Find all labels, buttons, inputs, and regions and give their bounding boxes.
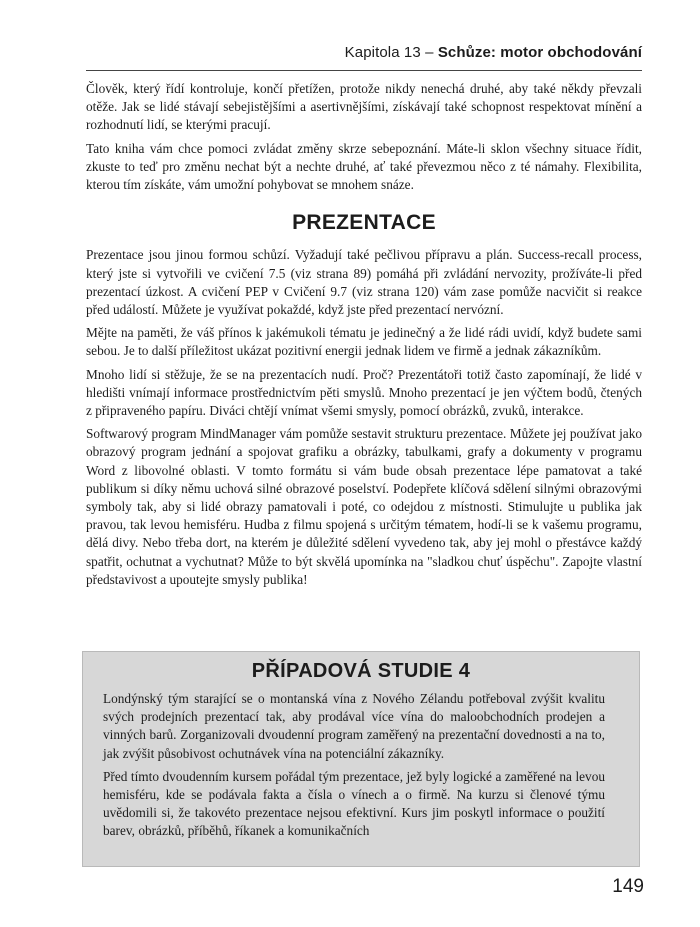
intro-paragraph: Člověk, který řídí kontroluje, končí přetížen, protože nikdy nenechá druhé, aby také někdy převzali otěže. Jak se lidé stávají sebejistějšími a asertivnějšími, získávají také schopnost respektovat mínění a rozhodnutí lidí, se kterými pracují. (86, 81, 642, 133)
section-paragraph: Softwarový program MindManager vám pomůže sestavit strukturu prezentace. Můžete jej používat jako obrazový program jednání a spojovat grafiku a obrázky, tabulkami, grafy a dokumenty v programu Word z libovolné oblasti. V tomto formátu si vám bude obsah prezentace lépe pamatovat a také publikum si díky němu uchová silné obrazové poselství. Podepřete klíčová sdělení silnými obrazovými symboly tak, aby si lidé obrazy pamatovali i poté, co odejdou z místnosti. Stimulujte u publika jak pravou, tak levou hemisféru. Hudba z filmu spojená s určitým tématem, hodí-li se k vašemu programu, dělá divy. Nebo třeba dort, na kterém je důležité sdělení vyvedeno tak, aby jej mohl o přestávce každý spatřit, ochutnat a vychutnat? Může to být skvělá upomínka na "sladkou chuť úspěchu". Zapojte vlastní představivost a upoutejte smysly publika! (86, 426, 642, 587)
header-rule (86, 70, 642, 71)
case-study-title: PŘÍPADOVÁ STUDIE 4 (251, 660, 471, 682)
case-study-paragraph: Před tímto dvoudenním kursem pořádal tým prezentace, jež byly logické a zaměřené na levou hemisféru, kde se podávala fakta a čísla o vínech a o firmě. Na kurzu si členové týmu uvědomili si, že takovéto prezentace nejsou efektivní. Kurs jim poskytl informace o použití barev, obrázků, příběhů, říkanek a komunikačních (103, 768, 605, 839)
running-header (345, 44, 642, 61)
intro-paragraph: Tato kniha vám chce pomoci zvládat změny skrze sebepoznání. Máte-li sklon všechny situace řídit, zkuste to teď pro změnu nechat být a nechte druhé, ať také převezmou něco z té námahy. Flexibilita, kterou tím získáte, vám umožní pohybovat se mnohem snáze. (86, 140, 642, 193)
case-study-paragraph: Londýnský tým starající se o montanská vína z Nového Zélandu potřeboval zvýšit kvalitu svých prodejních prezentací tak, aby prodával více vína do maloobchodních prodejen a vinných barů. Zorganizovali dvoudenní program zaměřený na prezentační dovednosti a na to, jak zvýšit působivost ochutnávek vína na potenciální zákazníky. (103, 691, 605, 761)
main-text (86, 80, 642, 594)
section-paragraph: Mnoho lidí si stěžuje, že se na prezentacích nudí. Proč? Prezentátoři totiž často zapomínají, že lidé v hledišti vnímají informace prostřednictvím pěti smyslů. Mnoho prezentací je jen výčtem bodů, čtených z připraveného papíru. Diváci chtějí vnímat všemi smysly, pomocí obrázků, zvuků, interakce. (86, 366, 642, 419)
page-number: 149 (612, 876, 644, 897)
chapter-label: Kapitola 13 – (344, 44, 434, 61)
section-heading: PREZENTACE (292, 211, 436, 235)
case-study-body (103, 690, 605, 841)
section-paragraph: Mějte na paměti, že váš přínos k jakémukoli tématu je jedinečný a že lidé rádi uvidí, když budete sami sebou. Je to další příležitost ukázat pozitivní energii jednak lidem ve firmě a jednak zákazníkům. (86, 325, 642, 359)
section-paragraph: Prezentace jsou jinou formou schůzí. Vyžadují také pečlivou přípravu a plán. Success-recall process, který jste si vytvořili ve cvičení 7.5 (viz strana 89) pomáhá při zvládání nervozity, prožíváte-li před prezentací úzkost. A cvičení PEP v Cvičení 9.7 (viz strana 120) vám zase pomůže nacvičit si reakce před událostí. Můžete je využívat pokaždé, když jste před prezentací nervózní. (86, 247, 642, 318)
chapter-title: Schůze: motor obchodování (437, 44, 642, 61)
case-study-box (82, 651, 640, 867)
